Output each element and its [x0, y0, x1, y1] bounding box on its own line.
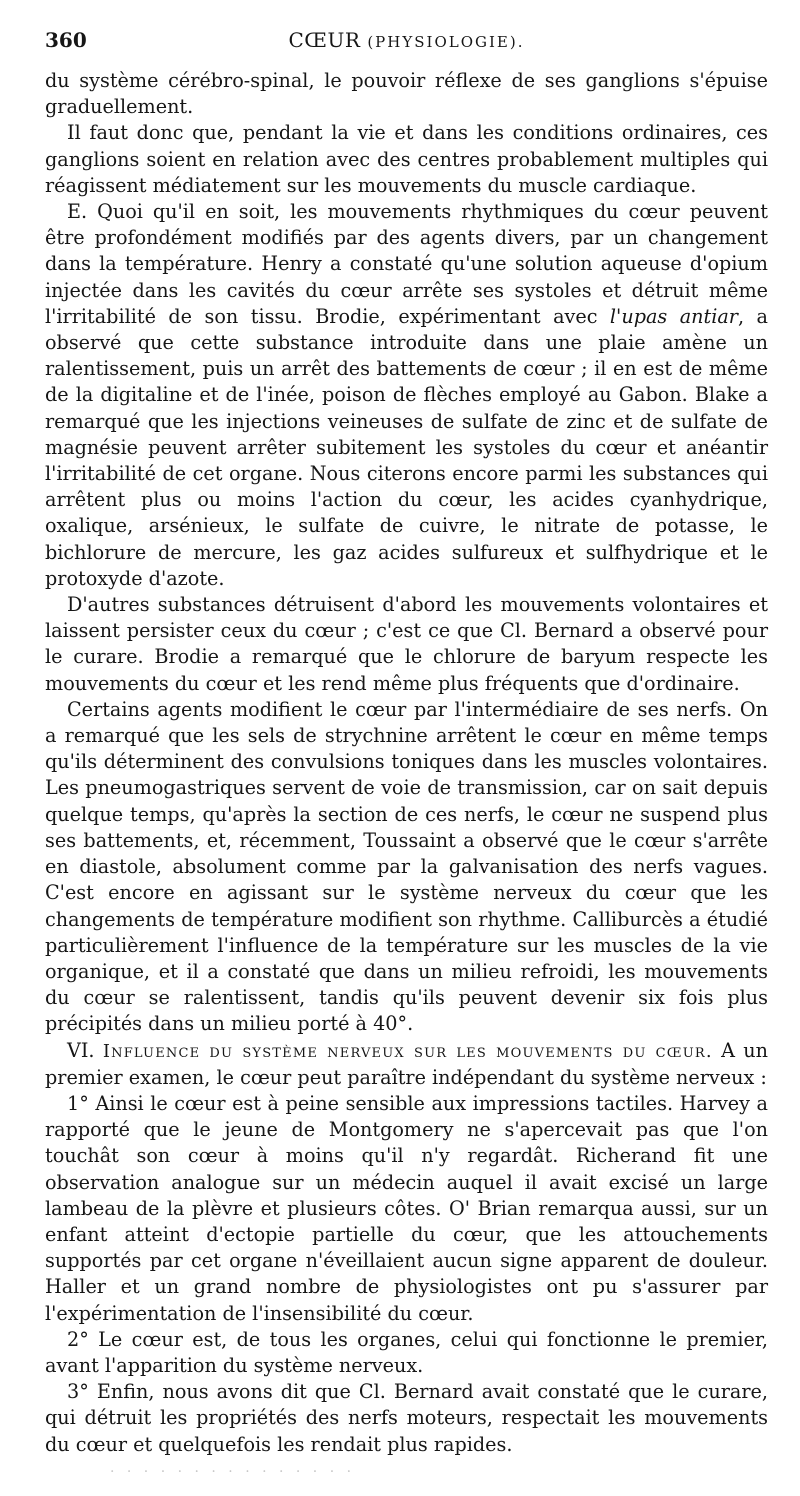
section-heading-paragraph	[45, 1038, 768, 1091]
page-number: 360	[45, 28, 87, 52]
paragraph-3-rest: , a observé que cette substance introduite dans une plaie amène un ralentissement, puis un arrêt des battements de cœur ; il en est de même de la digitaline et de l'inée, poison de flèches employé au Gabon. Blake a remarqué que les injections veineuses de sulfate de zinc et de sulfate de magnésie peuvent arrêter subitement les systoles du cœur et anéantir l'irritabilité de cet organe. Nous citerons encore parmi les substances qui arrêtent plus ou moins l'action du cœur, les acides cyanhydrique, oxalique, arsénieux, le sulfate de cuivre, le nitrate de potasse, le bichlorure de mercure, les gaz acides sulfureux et sulfhydrique et le protoxyde d'azote.	[45, 304, 768, 590]
running-title-sub: (PHYSIOLOGIE).	[367, 33, 525, 51]
running-title-main: CŒUR	[288, 28, 361, 52]
scan-artifact-dots: · · · · · · · · · · · · · · ·	[110, 1464, 356, 1480]
paragraph-point-3: 3° Enfin, nous avons dit que Cl. Bernard avait constaté que le curare, qui détruit les propriétés des nerfs moteurs, respectait les mouvements du cœur et quelquefois les rendait plus rapides.	[45, 1380, 768, 1456]
paragraph-3-italic: l'upas antiar	[609, 304, 738, 328]
paragraph-1: du système cérébro-spinal, le pouvoir réflexe de ses ganglions s'épuise graduellement.	[45, 69, 768, 119]
running-title	[45, 28, 768, 52]
section-intro: A un premier examen, le cœur peut paraître indépendant du système nerveux :	[45, 1038, 768, 1089]
paragraph-3	[45, 199, 768, 592]
paragraph-point-2: 2° Le cœur est, de tous les organes, celui qui fonctionne le premier, avant l'apparition du système nerveux.	[45, 1327, 768, 1377]
paragraph-2: Il faut donc que, pendant la vie et dans les conditions ordinaires, ces ganglions soient en relation avec des centres probablement multiples qui réagissent médiatement sur les mouvements du muscle cardiaque.	[45, 121, 768, 197]
section-number: VI.	[67, 1038, 103, 1062]
paragraph-5: Certains agents modifient le cœur par l'intermédiaire de ses nerfs. On a remarqué que les sels de strychnine arrêtent le cœur en même temps qu'ils déterminent des convulsions toniques dans les muscles volontaires. Les pneumogastriques servent de voie de transmission, car on sait depuis quelque temps, qu'après la section de ces nerfs, le cœur ne suspend plus ses battements, et, récemment, Toussaint a observé que le cœur s'arrête en diastole, absolument comme par la galvanisation des nerfs vagues. C'est encore en agissant sur le système nerveux du cœur que les changements de température modifient son rhythme. Calliburcès a étudié particulièrement l'influence de la température sur les muscles de la vie organique, et il a constaté que dans un milieu refroidi, les mouvements du cœur se ralentissent, tandis qu'ils peuvent devenir six fois plus précipités dans un milieu porté à 40°.	[45, 697, 768, 1036]
body-text	[45, 68, 768, 1458]
paragraph-4: D'autres substances détruisent d'abord les mouvements volontaires et laissent persister ceux du cœur ; c'est ce que Cl. Bernard a observé pour le curare. Brodie a remarqué que le chlorure de baryum respecte les mouvements du cœur et les rend même plus fréquents que d'ordinaire.	[45, 593, 768, 695]
running-header	[45, 28, 768, 68]
paragraph-3-lead: E. Quoi qu'il en soit, les mouvements rhythmiques du cœur peuvent être profondément modifiés par des agents divers, par un changement dans la température. Henry a constaté qu'une solution aqueuse d'opium injectée dans les cavités du cœur arrête ses systoles et détruit même l'irritabilité de son tissu. Brodie, expérimentant avec	[45, 200, 768, 328]
section-heading: Influence du système nerveux sur les mouvements du cœur.	[102, 1040, 713, 1062]
paragraph-point-1: 1° Ainsi le cœur est à peine sensible aux impressions tactiles. Harvey a rapporté que le jeune de Montgomery ne s'apercevait pas que l'on touchât son cœur à moins qu'il n'y regardât. Richerand fit une observation analogue sur un médecin auquel il avait excisé un large lambeau de la plèvre et plusieurs côtes. O' Brian remarqua aussi, sur un enfant atteint d'ectopie partielle du cœur, que les attouchements supportés par cet organe n'éveillaient aucun signe apparent de douleur. Haller et un grand nombre de physiologistes ont pu s'assurer par l'expérimentation de l'insensibilité du cœur.	[45, 1091, 768, 1325]
